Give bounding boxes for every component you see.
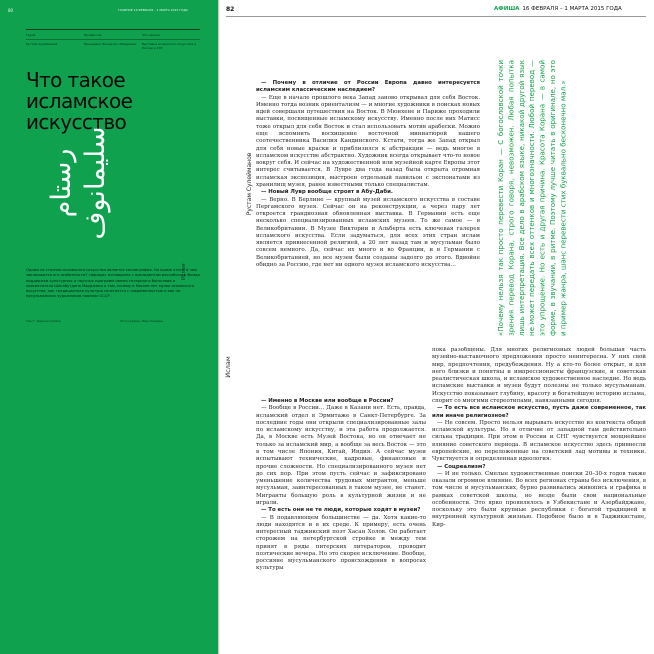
masthead-rule <box>226 16 646 17</box>
masthead-date: 16 ФЕВРАЛЯ – 1 МАРТА 2015 ГОДА <box>522 6 622 12</box>
vertical-interviewee-name: Рустам Сулейманов <box>246 152 253 216</box>
head-label-profession: Профессия <box>84 33 102 37</box>
head-label-deed: Что сделал <box>142 33 160 37</box>
header-rule-top <box>26 29 200 30</box>
left-page-header: ГЛАВНОЕ 16 ФЕВРАЛЯ – 1 МАРТА 2015 ГОДА <box>118 8 188 12</box>
title-line: искусство <box>26 110 127 134</box>
page-gutter <box>218 0 220 654</box>
text-credit: Текст: Дарина Грибин <box>26 319 62 323</box>
interview-paragraph: — В подавляющем большинстве — да. Хотя какие-то люди находятся и в их среде. К примеру, есть очень интересный таджикский поэт Хасан Холов. Он работает сторожем на петербургской стройке и между тем принят в ряды питерских литераторов, проводит поэтические вечера. Но это скорее исключение. Вообще, россияне мусульманского происхождения в вопросах культуры <box>256 514 426 572</box>
left-page-number: 80 <box>8 8 14 13</box>
interview-question: — То есть они не те люди, которые ходят в музеи? <box>261 507 421 514</box>
interview-question: — Новый Лувр вообще строят в Абу-Даби. <box>261 189 393 196</box>
interview-question: — То есть все исламское искусство, пусть даже современное, так или иначе религиозное? <box>432 405 646 419</box>
head-value-profession: Президент Фонда им. Марджани <box>84 42 137 46</box>
interview-question: — Именно в Москве или вообще в России? <box>261 398 394 404</box>
vertical-section-label: Ислам <box>224 356 232 378</box>
photo-credit: Фотографии: Иван Кайдаш <box>120 319 164 323</box>
title-line: Что такое <box>26 68 126 92</box>
interview-question: — Почему в отличие от России Европа давно интересуется исламским классическим наследием? <box>256 80 480 94</box>
head-value-deed: Выставка исламского искусства в России и СНГ <box>142 42 196 50</box>
title-line: исламское <box>26 89 133 113</box>
right-page-number: 82 <box>226 6 235 13</box>
masthead-brand: АФИША <box>494 6 520 12</box>
column-2 <box>432 347 646 650</box>
interview-question: — Соцреализм? <box>437 463 486 470</box>
green-feature-page <box>0 0 218 654</box>
arabic-calligraphy: رستام سليمانوف <box>46 126 111 240</box>
column-1-lower <box>256 398 426 650</box>
head-value-hero: Рустам Сулейманов <box>26 42 58 46</box>
interview-paragraph: — Верно. В Берлине — крупный музей исламского искусства в составе Пергамского музея. Сейчас он на реконструкции, а через пару лет откроется грандиозная обновленная выставка. В Германии есть еще несколько специализированных исламских музеев. То же самое — в Великобритании. В Музее Виктории и Альберта есть ключевая галерея исламского искусства. Если задуматься, для всех этих стран ислам является привнесенной религией, а 20 лет назад там и мусульман было совсем немного. Да, сейчас их много и во Франции, и в Германии с Великобританией, но все музеи были созданы задолго до этого. Вдвойне обидно за Россию, где нет ни одного музея исламского искусства… <box>256 196 480 269</box>
head-label-hero: Герой <box>26 33 36 37</box>
interview-paragraph: пока разобщены. Для многих религиозных людей большая часть музейно-выставочного предложения просто неинтересна. У них свой мир, предпочтения, предубеждения. Ну а кто-то более открыт, и для него близки и понятны и импрессионисты французские, и советская реалистическая школа, и исламское художественное наследие. Но ведь исламские выставки и музеи будут полезны не только мусульманам. Искусство показывает глубину, красоту и богатейшую историю ислама, спорит со многими стереотипами, навязанными сегодня. <box>432 347 646 404</box>
header-rule-middle <box>26 39 200 40</box>
interview-paragraph: — Вообще в России… Даже в Казани нет. Есть, правда, исламский отдел в Эрмитаже в Санкт-Петербурге. За последние годы они открыли специализированные залы по исламскому искусству, и эта работа продолжается. Да, в Москве есть Музей Востока, но он отвечает не только за исламский мир, а вообще за весь Восток — это в том числе Япония, Китай, Индия. А сейчас музеи испытывают технические, кадровые, финансовые и прочие сложности. Но специализированного музея нет до сих пор. При этом пусть сейчас и зафиксировано уменьшение количества трудовых мигрантов, меньше мусульман, заинтересованных в таком музее, не станет. Мигранты большую роль в культурной жизни и не играли. <box>256 405 426 506</box>
lead-paragraph: Одним из столпов исламского искусства является каллиграфия. Но кроме этого, в чем заключаются его особенности? «Афиша» поговорила с президентом российского Фонда поддержки культурных и научных программ имени татарского богослова и просветителя Шигабутдина Марджани о том, почему в Москве нет музея исламского искусства, как традиционная культура сочетается с современностью и как на мусульманских художников повлиял СССР. <box>26 268 200 299</box>
pull-quote: «Почему нельзя так просто перевести Коран — С богословской точки зрения перевод Корана, строго говоря, невозможен. Любая попытка лишь интерпретация. Все дело в арабском языке, никакой другой язык не может передать всех оттенков и многозначности. Любой перевод — это упрощение. Но есть и другая причина. Красота Корана — в самой форме, в звучании, в ритме. Поэтому лучше читать в оригинале, но это и пример жанра, шанс перевести стих буквально бесконечно мал.» <box>496 60 568 336</box>
interview-paragraph: — И не только. Смелые художественные поиски 20–30-х годов также оказали огромное влияние. Во всех регионах страны без исключения, в том числе и мусульманских, бурно развивались живопись и графика в рамках советской школы, но везде были свои национальные особенности. Это ярко проявлялось в Узбекистане и Азербайджане, поскольку это были крупные республики с богатой традицией и внутренней культурной жизнью. Подобное было и в Таджикистане, Кир- <box>432 470 646 528</box>
masthead <box>494 6 622 12</box>
interview-paragraph: — Еще в начале прошлого века Запад заново открывал для себя Восток. Именно тогда возник ориентализм — и многие художники в поисках новых идей совершали путешествия на Восток. В Мюнхене и Париже проходили выставки, посвященные исламскому искусству. Именно после них Матисс тоже открыл для себя Восток и стал использовать мотив арабески. Можно еще вспомнить восхищение восточной миниатюрой нашего соотечественника Василия Кандинского. Кстати, тогда же Запад открыл для себя новые краски и приблизился к абстракции — ведь многое в исламском искусстве абстрактно. Художник всегда открывает что-то новое вокруг себя. И сейчас на художественной или музейной карте Европы этот интерес считывается. В Лувре два года назад была открыта огромная исламская экспозиция, выстроен отдельный павильон с экспонатами из хранилищ музея, ранее известными только специалистам. <box>256 94 480 188</box>
left-side-label: Ислам <box>181 263 187 280</box>
interview-paragraph: — Не совсем. Просто нельзя вырывать искусство из контекста общей исламской культуры. Но в отличие от западной там действительно сильна традиция. При этом в России и СНГ чувствуется мощнейшее влияние советского периода. В исламское искусство здесь привнесли европейские, но переложенные на советский лад мотивы и техники. Чувствуется и определенная идеология. <box>432 419 646 463</box>
